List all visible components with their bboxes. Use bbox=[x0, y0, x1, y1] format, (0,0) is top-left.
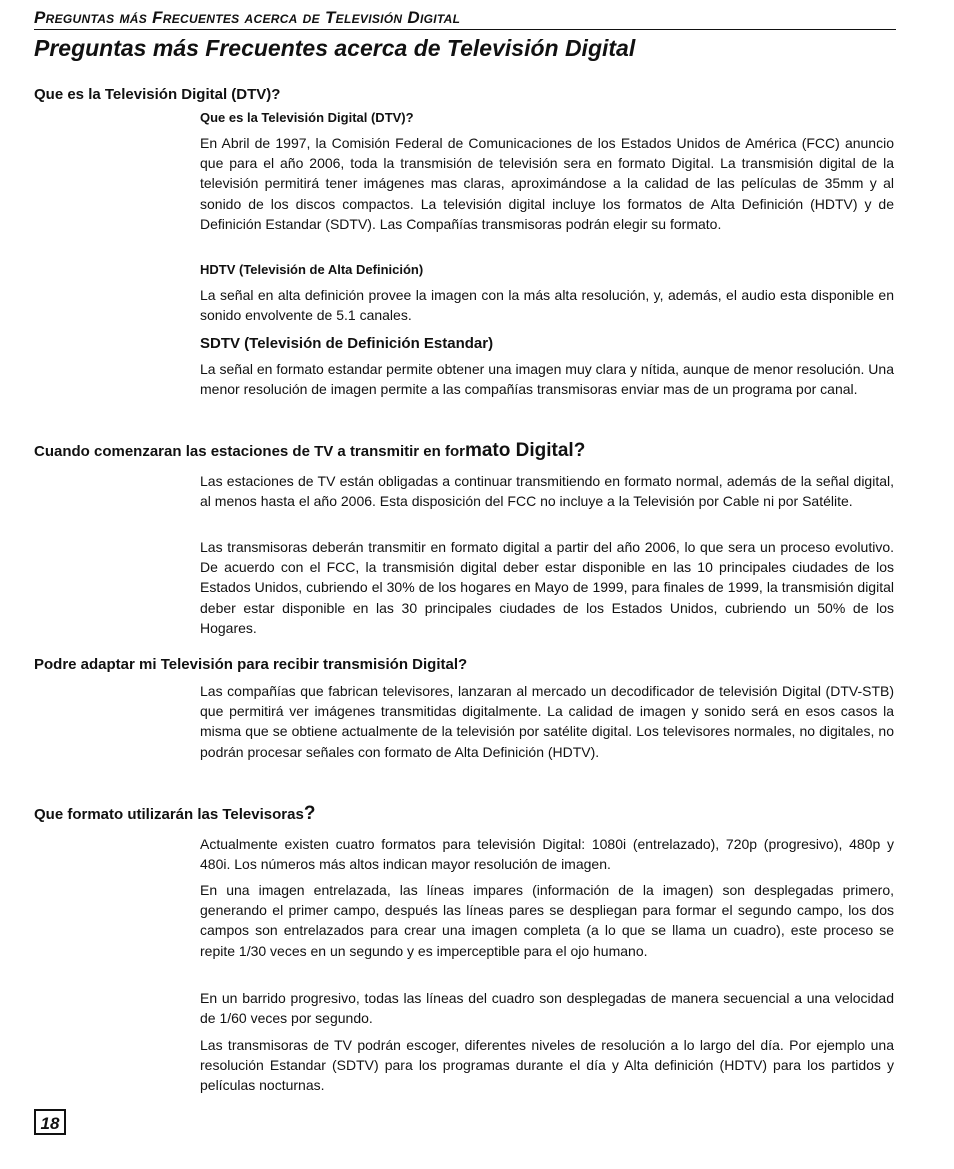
page-title: Preguntas más Frecuentes acerca de Televisión Digital bbox=[34, 35, 636, 61]
question-formats-part2: ? bbox=[303, 803, 316, 824]
page-number: 18 bbox=[34, 1109, 66, 1135]
running-header: Preguntas más Frecuentes acerca de Televisión Digital bbox=[34, 8, 896, 30]
question-what-is-dtv: Que es la Televisión Digital (DTV)? bbox=[34, 86, 281, 103]
subheading-sdtv: SDTV (Televisión de Definición Estandar) bbox=[200, 335, 494, 352]
paragraph-transition-schedule: Las transmisoras deberán transmitir en formato digital a partir del año 2006, lo que sera un proceso evolutivo. De acuerdo con el FCC, la transmisión digital deber estar disponible en las 10 principales ciudades de los Estados Unidos, cubriendo el 30% de los hogares en Mayo de 1999, para finales de 1999, la transmisión digital deber estar disponible en las 30 principales ciudades de los Estados Unidos, cubriendo un 50% de los Hogares. bbox=[200, 539, 894, 636]
subheading-hdtv: HDTV (Televisión de Alta Definición) bbox=[200, 262, 424, 277]
paragraph-stations-obligated: Las estaciones de TV están obligadas a continuar transmitiendo en formato normal, además de la señal digital, al menos hasta el año 2006. Esta disposición del FCC no incluye a la Televisión por Cable ni por Satélite. bbox=[200, 473, 894, 510]
question-adapt-tv: Podre adaptar mi Televisión para recibir transmisión Digital? bbox=[34, 656, 468, 673]
paragraph-dtv-intro: En Abril de 1997, la Comisión Federal de Comunicaciones de los Estados Unidos de América (FCC) anuncio que para el año 2006, toda la transmisión de televisión sera en formato Digital. La transmisión digital de la televisión permitirá tener imágenes mas claras, aproximándose a la calidad de las películas de 35mm y al sonido de los discos compactos. La televisión digital incluye los formatos de Alta Definición (HDTV) y de Definición Estandar (SDTV). Las Compañías transmisoras podrán elegir su formato. bbox=[200, 135, 894, 232]
paragraph-hdtv: La señal en alta definición provee la imagen con la más alta resolución, y, además, el audio esta disponible en sonido envolvente de 5.1 canales. bbox=[200, 287, 894, 324]
question-formats bbox=[34, 805, 315, 824]
paragraph-interlaced: En una imagen entrelazada, las líneas impares (información de la imagen) son desplegadas primero, generando el primer campo, después las líneas pares se despliegan para formar el segundo campo, los dos campos son entrelazados para crear una imagen completa (a lo que se llama un cuadro), este proceso se repite 1/30 veces en un segundo y es imperceptible para el ojo humano. bbox=[200, 882, 894, 959]
question-when-start-part2: mato Digital? bbox=[464, 440, 586, 461]
paragraph-decoder: Las compañías que fabrican televisores, lanzaran al mercado un decodificador de televisión Digital (DTV-STB) que permitirá ver imágenes transmitidas digitalmente. La calidad de imagen y sonido será en esos casos la misma que se obtiene actualmente de la televisión por satélite digital. Los televisores normales, no digitales, no podrán procesar señales con formato de Alta Definición (HDTV). bbox=[200, 683, 894, 760]
question-when-start-part1: Cuando comenzaran las estaciones de TV a transmitir en for bbox=[34, 443, 465, 460]
paragraph-resolution-levels: Las transmisoras de TV podrán escoger, diferentes niveles de resolución a lo largo del día. Por ejemplo una resolución Estandar (SDTV) para los programas durante el día y Alta definición (HDTV) para los partidos y películas nocturnas. bbox=[200, 1037, 894, 1094]
subheading-what-is-dtv: Que es la Televisión Digital (DTV)? bbox=[200, 110, 414, 125]
paragraph-progressive: En un barrido progresivo, todas las líneas del cuadro son desplegadas de manera secuencial a una velocidad de 1/60 veces por segundo. bbox=[200, 990, 894, 1027]
paragraph-sdtv: La señal en formato estandar permite obtener una imagen muy clara y nítida, aunque de menor resolución. Una menor resolución de imagen permite a las compañías transmisoras enviar mas de un programa por canal. bbox=[200, 361, 894, 398]
question-formats-part1: Que formato utilizarán las Televisoras bbox=[34, 806, 304, 823]
question-when-start bbox=[34, 442, 585, 461]
paragraph-formats: Actualmente existen cuatro formatos para televisión Digital: 1080i (entrelazado), 720p (progresivo), 480p y 480i. Los números más altos indican mayor resolución de imagen. bbox=[200, 836, 894, 873]
